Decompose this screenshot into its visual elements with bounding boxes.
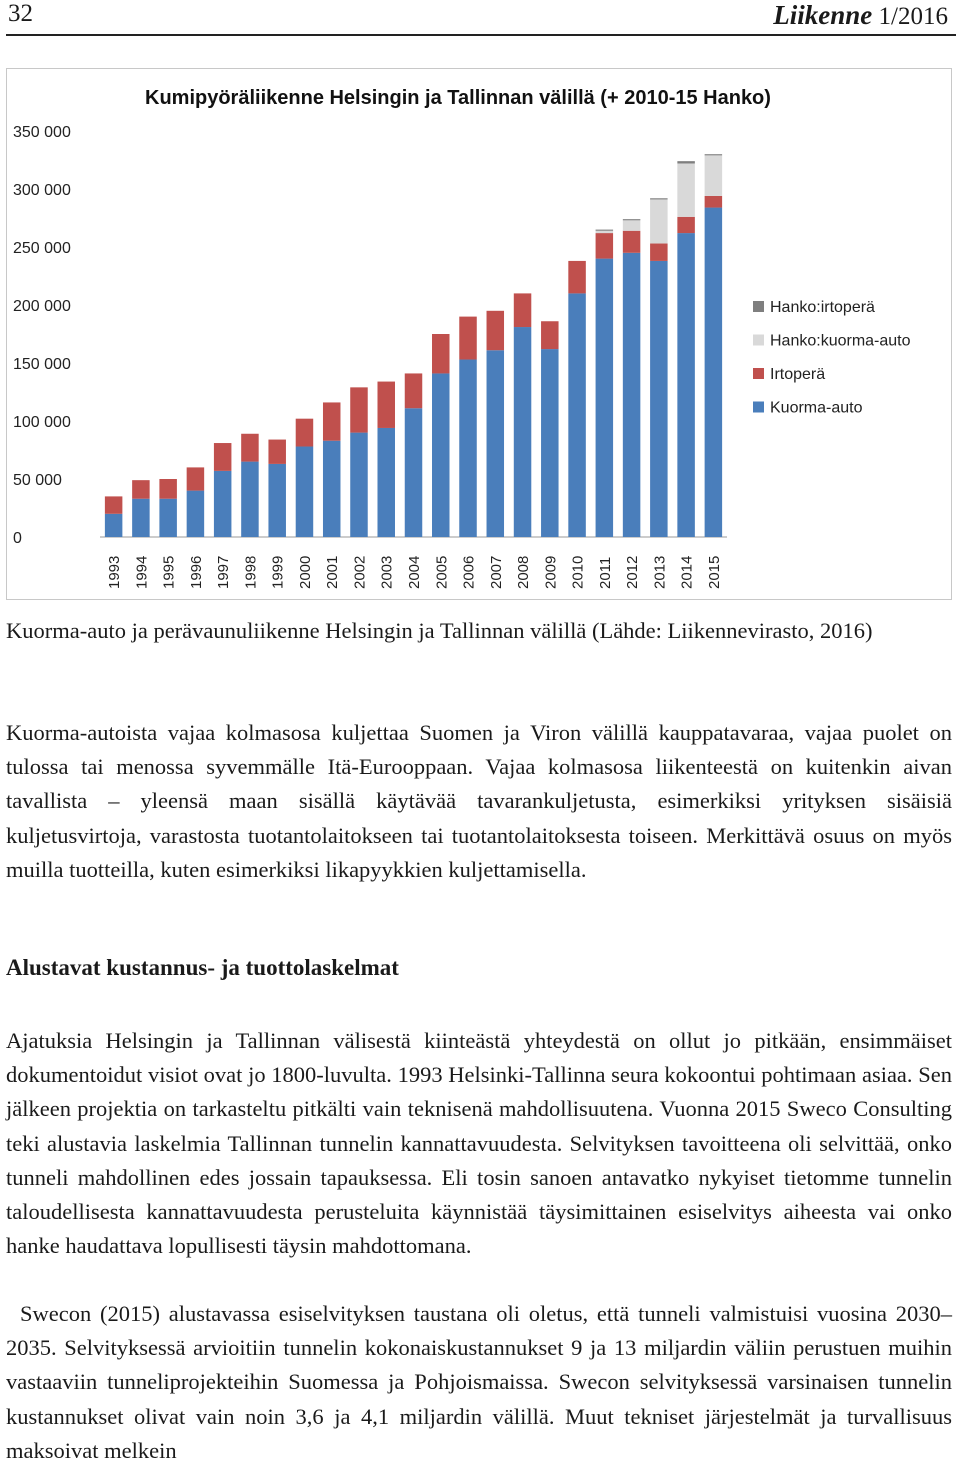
x-tick-label: 2009 — [542, 555, 560, 589]
bar-segment-hanko-kuorma-auto — [677, 163, 695, 216]
bar-segment-kuorma-auto — [405, 408, 423, 537]
bar-segment-hanko-irtoper- — [623, 219, 641, 220]
bar-segment-kuorma-auto — [377, 428, 395, 537]
bar-segment-irtoper- — [323, 402, 341, 440]
bar-segment-irtoper- — [568, 261, 586, 293]
paragraph-2: Ajatuksia Helsingin ja Tallinnan välisestä kiinteästä yhteydestä on ollut jo pitkään, ensimmäiset dokumentoidut visiot ovat jo 1800-luvulta. 1993 Helsinki-Tallinna seura kokoontui pohtimaan asiaa. Sen jälkeen projektia on tarkasteltu pitkälti vain teknisenä mahdollisuutena. Vuonna 2015 Sweco Consulting teki alustavia laskelmia Tallinnan tunnelin kannattavuudesta. Selvityksen tavoitteena oli selvittää, onko tunneli mahdollinen edes jossain tapauksessa. Eli tosin sanoen antavatko nykyiset tietomme tunnelin taloudellisesta kannattavuudesta perusteluita käynnistää täysimittainen esiselvitys aiheesta vai onko hanke haudattava lopullisesti täysin mahdottomana. — [6, 1028, 952, 1259]
bar-segment-irtoper- — [350, 387, 368, 432]
bar-segment-kuorma-auto — [596, 259, 614, 537]
bar-segment-irtoper- — [487, 311, 505, 350]
y-tick-label: 50 000 — [13, 472, 62, 489]
bar-segment-irtoper- — [159, 479, 177, 499]
bar-segment-kuorma-auto — [487, 350, 505, 537]
bar-segment-kuorma-auto — [623, 253, 641, 537]
bar-segment-hanko-kuorma-auto — [705, 155, 723, 196]
x-tick-label: 1994 — [133, 555, 151, 589]
chart-title: Kumipyöräliikenne Helsingin ja Tallinnan välillä (+ 2010-15 Hanko) — [145, 87, 771, 109]
bar-segment-hanko-irtoper- — [705, 154, 723, 155]
x-tick-label: 1993 — [106, 555, 124, 589]
bar-segment-kuorma-auto — [350, 433, 368, 537]
bar-segment-irtoper- — [187, 467, 205, 490]
y-axis — [13, 124, 727, 547]
y-tick-label: 0 — [13, 530, 22, 547]
bar-segment-irtoper- — [132, 480, 150, 499]
bar-segment-irtoper- — [541, 321, 559, 349]
journal-name: Liikenne — [773, 0, 873, 30]
x-tick-label: 2007 — [487, 555, 505, 589]
legend-swatch — [753, 368, 764, 379]
y-tick-label: 100 000 — [13, 414, 71, 431]
bar-segment-irtoper- — [214, 443, 232, 471]
bar-segment-irtoper- — [650, 244, 668, 261]
bar-segment-irtoper- — [241, 434, 259, 462]
bar-segment-kuorma-auto — [105, 514, 123, 537]
bar-segment-kuorma-auto — [677, 233, 695, 537]
bar-segment-kuorma-auto — [705, 208, 723, 537]
x-tick-label: 2001 — [324, 555, 342, 589]
bar-segment-kuorma-auto — [568, 293, 586, 537]
bar-segment-kuorma-auto — [432, 373, 450, 537]
x-tick-label: 1996 — [187, 555, 205, 589]
x-tick-label: 2015 — [705, 555, 723, 589]
x-tick-label: 2000 — [296, 555, 314, 589]
x-tick-label: 2004 — [406, 555, 423, 589]
legend-label: Kuorma-auto — [770, 399, 863, 417]
chart-frame — [6, 68, 952, 600]
bar-segment-hanko-kuorma-auto — [623, 220, 641, 230]
x-tick-label: 2003 — [378, 555, 396, 589]
page-header — [6, 0, 956, 36]
journal-issue: 1/2016 — [872, 3, 948, 30]
stacked-bar-chart — [7, 69, 951, 599]
y-tick-label: 350 000 — [13, 124, 71, 141]
x-tick-label: 2005 — [433, 555, 451, 589]
bar-segment-hanko-irtoper- — [650, 198, 668, 199]
bar-segment-irtoper- — [705, 196, 723, 208]
bar-segment-kuorma-auto — [459, 360, 477, 537]
bar-segment-hanko-kuorma-auto — [596, 231, 614, 233]
x-tick-label: 2002 — [351, 555, 369, 589]
figure-caption: Kuorma-auto ja perävaunuliikenne Helsingin ja Tallinnan välillä (Lähde: Liikennevirasto, 2016) — [6, 618, 873, 643]
paragraph-3: Swecon (2015) alustavassa esiselvityksen taustana oli oletus, että tunneli valmistuisi vuosina 2030–2035. Selvityksessä arvioitiin tunnelin kokonaiskustannukset 9 ja 13 miljardin väliin perustuen muihin vastaaviin tunneliprojekteihin Suomessa ja Pohjoismaissa. Swecon selvityksessä varsinaisen tunnelin kustannukset olivat vain noin 3,6 ja 4,1 miljardin välillä. Muut tekniset järjestelmät ja turvallisuus maksoivat melkein — [6, 1301, 952, 1463]
legend-label: Hanko:irtoperä — [770, 299, 875, 316]
y-tick-label: 300 000 — [13, 182, 71, 199]
bar-segment-hanko-irtoper- — [677, 161, 695, 163]
legend — [753, 299, 911, 417]
bar-segment-irtoper- — [377, 382, 395, 428]
bars — [105, 154, 722, 537]
bar-segment-hanko-irtoper- — [596, 230, 614, 231]
y-tick-label: 200 000 — [13, 298, 71, 315]
bar-segment-kuorma-auto — [541, 349, 559, 537]
bar-segment-kuorma-auto — [159, 499, 177, 537]
bar-segment-kuorma-auto — [323, 441, 341, 537]
bar-segment-kuorma-auto — [214, 471, 232, 537]
bar-segment-kuorma-auto — [296, 447, 314, 537]
bar-segment-irtoper- — [596, 233, 614, 259]
bar-segment-kuorma-auto — [132, 499, 150, 537]
x-tick-label: 2010 — [569, 555, 587, 589]
bar-segment-kuorma-auto — [187, 491, 205, 537]
y-tick-label: 250 000 — [13, 240, 71, 257]
legend-swatch — [753, 301, 764, 312]
x-tick-label: 1995 — [160, 555, 178, 589]
bar-segment-irtoper- — [432, 334, 450, 373]
legend-swatch — [753, 402, 764, 413]
bar-segment-irtoper- — [105, 496, 123, 513]
bar-segment-irtoper- — [268, 440, 286, 464]
bar-segment-irtoper- — [459, 317, 477, 360]
x-tick-label: 2013 — [651, 555, 669, 589]
bar-segment-irtoper- — [623, 231, 641, 253]
legend-label: Hanko:kuorma-auto — [770, 332, 911, 350]
legend-swatch — [753, 335, 764, 346]
bar-segment-irtoper- — [405, 373, 423, 408]
section-heading: Alustavat kustannus- ja tuottolaskelmat — [6, 955, 399, 980]
paragraph-1: Kuorma-autoista vajaa kolmasosa kuljettaa Suomen ja Viron välillä kauppatavaraa, vajaa puolet on tulossa tai menossa syvemmälle Itä-Eurooppaan. Vajaa kolmasosa liikenteestä on kuitenkin aivan tavallista – yleensä maan sisällä käytävää tavarankuljetusta, esimerkiksi yrityksen sisäisiä kuljetusvirtoja, varastosta tuotantolaitokseen tai tuotantolaitoksesta toiseen. Merkittävä osuus on myös muilla tuotteilla, kuten esimerkiksi likapyykkien kuljettamisella. — [6, 720, 952, 882]
x-axis — [106, 556, 723, 589]
bar-segment-kuorma-auto — [241, 462, 259, 537]
x-tick-label: 1999 — [269, 555, 287, 589]
bar-segment-kuorma-auto — [268, 464, 286, 537]
bar-segment-irtoper- — [296, 419, 314, 447]
x-tick-label: 2006 — [460, 555, 478, 589]
x-tick-label: 2011 — [596, 556, 614, 589]
x-tick-label: 1997 — [215, 555, 233, 589]
x-tick-label: 2014 — [678, 555, 696, 589]
page-number: 32 — [8, 0, 33, 27]
bar-segment-kuorma-auto — [514, 327, 532, 537]
bar-segment-hanko-kuorma-auto — [650, 199, 668, 243]
x-tick-label: 2008 — [515, 555, 533, 589]
journal-title — [773, 0, 948, 31]
bar-segment-kuorma-auto — [650, 261, 668, 537]
x-tick-label: 1998 — [242, 555, 260, 589]
legend-label: Irtoperä — [770, 366, 826, 383]
bar-segment-irtoper- — [677, 217, 695, 233]
bar-segment-irtoper- — [514, 293, 532, 327]
x-tick-label: 2012 — [624, 555, 642, 589]
y-tick-label: 150 000 — [13, 356, 71, 373]
